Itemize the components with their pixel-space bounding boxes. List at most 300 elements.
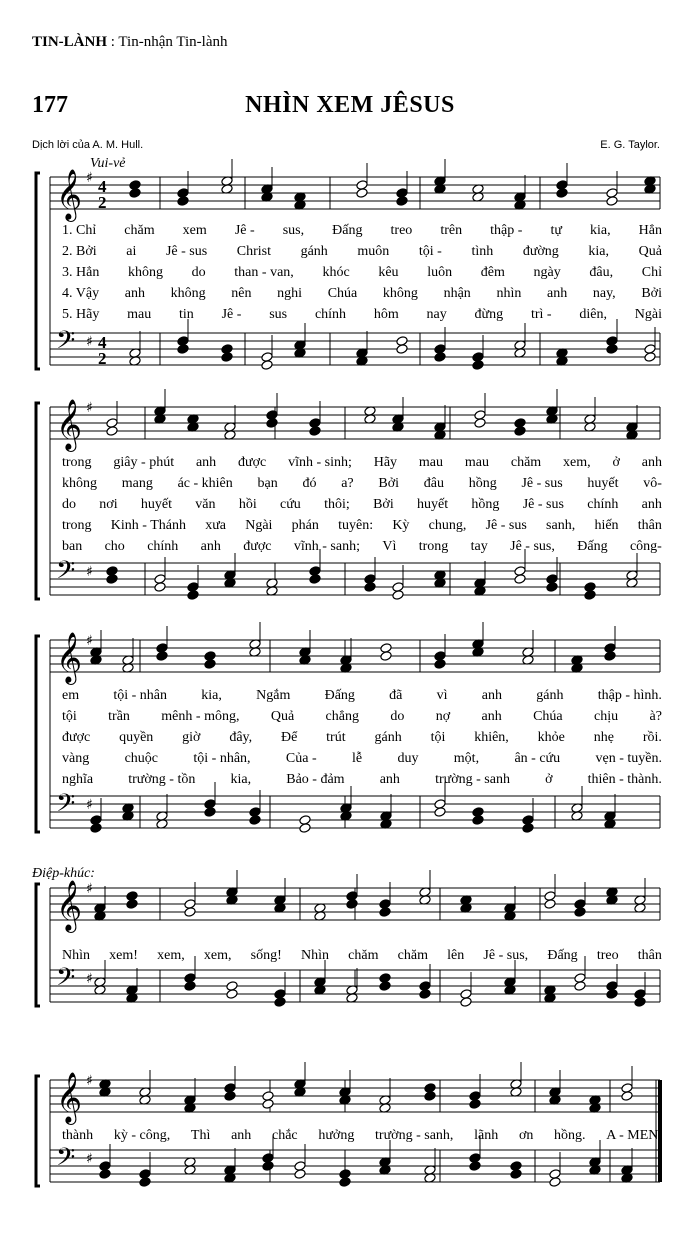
lyric-syllable: luôn — [427, 265, 453, 280]
lyric-syllable: trút — [326, 730, 346, 745]
notehead — [606, 344, 618, 355]
verse-4-line-1 — [62, 286, 662, 302]
lyric-syllable: à? — [649, 709, 662, 724]
notehead — [262, 1099, 274, 1110]
notehead — [644, 352, 656, 363]
note-group — [90, 782, 616, 833]
notehead — [469, 1161, 481, 1172]
notehead — [514, 426, 526, 437]
note-group — [106, 549, 638, 600]
lyric-syllable: giây - phút — [113, 455, 175, 470]
lyric-syllable: xem — [182, 223, 207, 238]
notehead — [606, 196, 618, 207]
lyric-syllable: sus, — [282, 223, 305, 238]
lyric-syllable: A - MEN. — [606, 1128, 662, 1143]
lyric-syllable: vì — [436, 688, 448, 703]
notehead — [396, 344, 408, 355]
bass-clef: 𝄢 — [56, 326, 76, 361]
lyric-syllable: thân — [637, 948, 662, 963]
composer-credit: E. G. Taylor. — [600, 139, 660, 151]
lyric-syllable: đường — [522, 244, 559, 259]
notehead — [379, 981, 391, 992]
notehead — [522, 823, 534, 834]
treble-clef: 𝄞 — [56, 1072, 83, 1123]
lyric-syllable: trường - sanh, — [375, 1128, 454, 1143]
lyric-syllable: không — [170, 286, 206, 301]
notehead — [177, 344, 189, 355]
lyric-syllable: hồng. — [554, 1128, 586, 1143]
lyric-syllable: mênh - mông, — [161, 709, 240, 724]
system-bracket — [36, 1076, 40, 1186]
page-header: TIN-LÀNH : Tin-nhận Tin-lành — [32, 34, 228, 50]
lyric-syllable: Hãy — [373, 455, 398, 470]
lyric-syllable: đâu — [423, 476, 444, 491]
lyric-syllable: trong — [418, 539, 449, 554]
lyric-syllable: Jê - sus — [165, 244, 208, 259]
time-signature-bottom: 2 — [98, 193, 107, 212]
lyric-syllable: văn — [195, 497, 216, 512]
notehead — [380, 651, 392, 662]
notehead — [469, 1099, 481, 1110]
lyric-syllable: em — [62, 688, 80, 703]
verse-2-line-2 — [62, 476, 662, 492]
lyric-syllable: Đấng — [324, 688, 355, 703]
notehead — [99, 1169, 111, 1180]
notehead — [156, 651, 168, 662]
lyric-syllable: do — [191, 265, 206, 280]
verse-5-line-3 — [62, 772, 662, 788]
lyric-syllable: anh — [641, 455, 662, 470]
lyric-syllable: trường - sanh — [435, 772, 510, 787]
lyric-syllable: Jê - — [234, 223, 255, 238]
lyric-syllable: anh — [641, 497, 662, 512]
lyric-syllable: Kinh - Thánh — [110, 518, 186, 533]
lyric-syllable: nay — [426, 307, 447, 322]
lyric-syllable: anh — [195, 455, 217, 470]
lyric-syllable: chăm — [397, 948, 428, 963]
lyric-syllable: tình — [471, 244, 494, 259]
treble-clef: 𝄞 — [56, 880, 83, 931]
lyric-syllable: cứu — [280, 497, 301, 512]
lyric-syllable: tuyên: — [338, 518, 374, 533]
verse-1-line-2 — [62, 455, 662, 471]
notehead — [396, 196, 408, 207]
hymn-title: NHÌN XEM JÊSUS — [245, 92, 455, 118]
lyric-syllable: chính — [147, 539, 179, 554]
lyric-syllable: muôn — [357, 244, 390, 259]
lyric-syllable: hồng — [471, 497, 500, 512]
lyric-syllable: Christ — [236, 244, 271, 259]
lyric-syllable: a? — [341, 476, 354, 491]
lyric-syllable: Quả — [270, 709, 295, 724]
lyric-syllable: Jê - sus — [521, 476, 563, 491]
lyric-syllable: xem, — [563, 455, 591, 470]
lyric-syllable: hồi — [238, 497, 257, 512]
lyric-syllable: tội - nhân — [113, 688, 168, 703]
lyric-syllable: diên, — [579, 307, 607, 322]
lyric-syllable: thành — [62, 1128, 94, 1143]
notehead — [392, 590, 404, 601]
lyric-syllable: vĩnh - sanh; — [293, 539, 360, 554]
lyric-syllable: chăm — [510, 455, 542, 470]
lyric-syllable: lên — [447, 948, 465, 963]
lyric-syllable: nhẹ — [593, 730, 614, 745]
lyric-syllable: tội - nhân, — [193, 751, 251, 766]
lyric-syllable: kia, — [201, 688, 222, 703]
notehead — [299, 823, 311, 834]
notehead — [249, 815, 261, 826]
lyric-syllable: 3. Hẳn — [62, 265, 100, 280]
lyric-syllable: Của - — [285, 751, 317, 766]
notehead — [606, 989, 618, 1000]
lyric-syllable: anh — [481, 709, 502, 724]
lyric-syllable: đây, — [229, 730, 253, 745]
notehead — [339, 1177, 351, 1188]
lyric-syllable: ân - cứu — [514, 751, 561, 766]
verse-4-line-3 — [62, 751, 662, 767]
lyric-syllable: kia, — [230, 772, 252, 787]
lyric-syllable: chắc — [271, 1128, 298, 1143]
notehead — [556, 188, 568, 199]
notehead — [356, 188, 368, 199]
notehead — [154, 582, 166, 593]
lyric-syllable: lãnh — [474, 1128, 499, 1143]
sharp-key-signature: ♯ — [86, 564, 93, 580]
notehead — [379, 907, 391, 918]
notehead — [262, 1161, 274, 1172]
bass-clef: 𝄢 — [56, 556, 76, 591]
system-bracket — [36, 173, 40, 369]
verse-3-line-2 — [62, 497, 662, 513]
lyric-syllable: Jê - — [221, 307, 242, 322]
staff-bass — [50, 326, 660, 368]
lyric-syllable: khiên, — [474, 730, 509, 745]
verse-5-line-1 — [62, 307, 662, 323]
notehead — [621, 1091, 633, 1102]
lyric-syllable: chẳng — [325, 709, 359, 724]
lyric-syllable: ngày — [533, 265, 561, 280]
lyric-syllable: bạn — [257, 476, 278, 491]
notehead — [460, 997, 472, 1008]
lyric-syllable: xem, — [157, 948, 185, 963]
time-signature-bottom: 2 — [98, 349, 107, 368]
lyric-syllable: nhận — [443, 286, 471, 301]
notehead — [346, 899, 358, 910]
staff-treble — [50, 632, 660, 685]
notehead — [261, 360, 273, 371]
lyric-syllable: nơi — [99, 497, 118, 512]
lyric-syllable: hưởng — [318, 1128, 355, 1143]
lyric-syllable: hiến — [594, 518, 619, 533]
lyric-syllable: huyết — [417, 497, 449, 512]
lyric-syllable: đâu, — [589, 265, 614, 280]
lyric-syllable: được — [62, 730, 91, 745]
lyric-syllable: kia, — [588, 244, 610, 259]
lyric-syllable: lễ — [351, 751, 363, 766]
system-bracket — [36, 884, 40, 1006]
lyric-syllable: Jê - sus — [485, 518, 527, 533]
lyric-syllable: vô- — [643, 476, 662, 491]
notehead — [604, 651, 616, 662]
lyric-syllable: Bởi — [641, 286, 662, 301]
notehead — [204, 659, 216, 670]
lyric-syllable: Nhìn — [62, 948, 90, 963]
lyric-syllable: mau — [418, 455, 444, 470]
lyric-syllable: Jê - sus, — [510, 539, 555, 554]
notehead — [549, 1177, 561, 1188]
lyric-syllable: giờ — [182, 730, 201, 745]
notehead — [177, 196, 189, 207]
notehead — [106, 574, 118, 585]
notehead — [574, 907, 586, 918]
lyric-syllable: nhìn — [496, 286, 522, 301]
lyric-syllable: Đấng — [577, 539, 608, 554]
lyric-syllable: 2. Bởi — [62, 244, 97, 259]
lyric-syllable: thiên - thành. — [587, 772, 662, 787]
verse-2-line-3 — [62, 709, 662, 725]
lyric-syllable: một, — [453, 751, 480, 766]
lyric-syllable: xưa — [205, 518, 226, 533]
notehead — [434, 807, 446, 818]
treble-clef: 𝄞 — [56, 399, 83, 450]
verse-2-line-1 — [62, 244, 662, 260]
treble-clef: 𝄞 — [56, 632, 83, 683]
lyric-syllable: tự — [550, 223, 562, 238]
lyric-syllable: anh — [546, 286, 568, 301]
note-group — [129, 319, 656, 370]
lyric-syllable: chung, — [428, 518, 467, 533]
sharp-key-signature: ♯ — [86, 170, 93, 186]
notehead — [364, 582, 376, 593]
bass-clef: 𝄢 — [56, 1143, 76, 1178]
time-signature-top: 4 — [98, 177, 107, 196]
lyric-syllable: Thì — [190, 1128, 211, 1143]
lyric-syllable: ở — [545, 772, 553, 787]
lyric-syllable: Để — [280, 730, 298, 745]
lyric-syllable: nghĩa — [62, 772, 94, 787]
notehead — [419, 989, 431, 1000]
lyric-syllable: Chỉ — [641, 265, 662, 280]
lyric-syllable: anh — [379, 772, 400, 787]
notehead — [510, 1169, 522, 1180]
lyric-syllable: Ngài — [245, 518, 273, 533]
sharp-key-signature: ♯ — [86, 971, 93, 987]
lyric-syllable: mau — [127, 307, 152, 322]
lyric-syllable: tội — [430, 730, 446, 745]
lyric-syllable: Bảo - đảm — [286, 772, 345, 787]
lyric-syllable: hồng — [468, 476, 497, 491]
lyric-syllable: Bởi — [373, 497, 394, 512]
lyric-syllable: thôi; — [324, 497, 350, 512]
lyric-syllable: vĩnh - sinh; — [288, 455, 352, 470]
notehead — [106, 426, 118, 437]
lyric-syllable: không — [62, 476, 97, 491]
lyric-syllable: đêm — [480, 265, 505, 280]
notehead — [126, 899, 138, 910]
lyric-syllable: trì - — [530, 307, 552, 322]
lyric-syllable: tin — [179, 307, 194, 322]
tempo-marking: Vui-vẻ — [90, 156, 126, 171]
lyric-syllable: kêu — [378, 265, 399, 280]
verse-5-line-2 — [62, 539, 662, 555]
translator-credit: Dịch lời của A. M. Hull. — [32, 139, 144, 151]
lyric-syllable: Vì — [382, 539, 397, 554]
notehead — [226, 989, 238, 1000]
lyric-syllable: sanh, — [546, 518, 576, 533]
verse-3-line-1 — [62, 265, 662, 281]
lyric-syllable: Quả — [638, 244, 662, 259]
lyric-syllable: chăm — [124, 223, 155, 238]
staff-treble — [50, 399, 660, 452]
lyric-syllable: Bởi — [378, 476, 400, 491]
bass-clef: 𝄢 — [56, 963, 76, 998]
lyric-syllable: trường - tồn — [128, 772, 196, 787]
lyric-syllable: Jê - sus, — [483, 948, 529, 963]
lyric-syllable: Jê - sus — [522, 497, 564, 512]
staff-treble — [50, 169, 660, 222]
lyric-syllable: vẹn - tuyền. — [595, 751, 662, 766]
lyric-syllable: chăm — [348, 948, 379, 963]
lyric-syllable: nay, — [592, 286, 616, 301]
lyric-syllable: anh — [231, 1128, 252, 1143]
notehead — [546, 582, 558, 593]
hymn-number: 177 — [32, 92, 68, 118]
verse-1-line-1 — [62, 223, 662, 239]
notehead — [224, 1091, 236, 1102]
sharp-key-signature: ♯ — [86, 400, 93, 416]
header-subcategory: Tin-nhận Tin-lành — [118, 34, 228, 50]
notehead — [90, 823, 102, 834]
notehead — [204, 807, 216, 818]
lyric-syllable: đừng — [474, 307, 504, 322]
notehead — [434, 659, 446, 670]
lyric-syllable: được — [238, 455, 267, 470]
lyric-syllable: do — [62, 497, 76, 512]
notehead — [266, 418, 278, 429]
lyric-syllable: rồi. — [642, 730, 662, 745]
lyric-syllable: đã — [389, 688, 403, 703]
notehead — [514, 574, 526, 585]
lyric-syllable: 5. Hãy — [62, 307, 100, 322]
lyric-syllable: 1. Chỉ — [62, 223, 97, 238]
lyric-syllable: trên — [440, 223, 463, 238]
lyric-syllable: vàng — [62, 751, 90, 766]
lyric-syllable: ai — [126, 244, 137, 259]
system-bracket — [36, 636, 40, 832]
lyric-syllable: Ngài — [634, 307, 662, 322]
lyric-syllable: Chúa — [533, 709, 563, 724]
lyric-syllable: than - van, — [234, 265, 294, 280]
notehead — [184, 907, 196, 918]
lyric-syllable: tội — [62, 709, 77, 724]
lyric-syllable: Ngắm — [256, 688, 291, 703]
notehead — [584, 590, 596, 601]
lyric-syllable: xem, — [203, 948, 232, 963]
lyric-syllable: tội - — [418, 244, 442, 259]
lyric-syllable: Nhìn — [300, 948, 329, 963]
verse-1-line-3 — [62, 688, 662, 704]
header-category: TIN-LÀNH — [32, 34, 108, 50]
lyric-syllable: được — [243, 539, 272, 554]
lyric-syllable: huyết — [587, 476, 619, 491]
lyric-syllable: nợ — [435, 709, 451, 724]
sharp-key-signature: ♯ — [86, 334, 93, 350]
notehead — [139, 1177, 151, 1188]
staff-bass — [50, 556, 660, 595]
sharp-key-signature: ♯ — [86, 1073, 93, 1089]
notehead — [434, 352, 446, 363]
lyric-syllable: đó — [302, 476, 317, 491]
lyric-syllable: ở — [612, 455, 620, 470]
lyric-syllable: mau — [464, 455, 489, 470]
treble-clef: 𝄞 — [56, 169, 83, 220]
lyric-syllable: nghi — [277, 286, 303, 301]
lyric-syllable: thập - hình. — [597, 688, 662, 703]
lyric-syllable: treo — [390, 223, 413, 238]
notehead — [424, 1091, 436, 1102]
lyric-syllable: do — [390, 709, 405, 724]
lyric-syllable: Hẳn — [638, 223, 662, 238]
notehead — [129, 188, 141, 199]
notehead — [184, 981, 196, 992]
time-signature-top: 4 — [98, 333, 107, 352]
lyric-syllable: Kỳ — [392, 518, 410, 533]
lyric-syllable: chịu — [594, 709, 619, 724]
notehead — [187, 590, 199, 601]
lyric-syllable: anh — [124, 286, 145, 301]
lyric-syllable: treo — [596, 948, 619, 963]
lyric-syllable: nên — [231, 286, 252, 301]
lyric-syllable: trong — [62, 518, 92, 533]
notehead — [472, 360, 484, 371]
notehead — [309, 426, 321, 437]
lyric-syllable: công- — [629, 539, 662, 554]
staff-bass — [50, 789, 660, 828]
lyric-syllable: gánh — [374, 730, 402, 745]
lyric-syllable: gánh — [300, 244, 328, 259]
notehead — [472, 815, 484, 826]
lyric-syllable: tay — [470, 539, 488, 554]
lyric-syllable: Đấng — [547, 948, 578, 963]
lyric-syllable: cho — [104, 539, 125, 554]
lyric-syllable: kỳ - công, — [113, 1128, 171, 1143]
notehead — [309, 574, 321, 585]
lyric-syllable: sống! — [250, 948, 282, 963]
lyric-syllable: không — [382, 286, 418, 301]
lyric-syllable: khỏe — [537, 730, 565, 745]
lyric-syllable: gánh — [536, 688, 564, 703]
notehead — [294, 1169, 306, 1180]
lyric-syllable: hôm — [373, 307, 399, 322]
lyric-syllable: ác - khiên — [177, 476, 233, 491]
verse-3-line-3 — [62, 730, 662, 746]
verse-4-line-2 — [62, 518, 662, 534]
system-bracket — [36, 403, 40, 599]
sharp-key-signature: ♯ — [86, 1151, 93, 1167]
lyric-syllable: trong — [62, 455, 92, 470]
lyric-syllable: 4. Vậy — [62, 286, 100, 301]
lyric-syllable: quyền — [119, 730, 154, 745]
music-system-5 — [0, 1068, 700, 1228]
sharp-key-signature: ♯ — [86, 797, 93, 813]
notehead — [634, 997, 646, 1008]
lyric-syllable: kia, — [589, 223, 611, 238]
lyric-syllable: Chúa — [327, 286, 358, 301]
lyric-syllable: huyết — [140, 497, 172, 512]
lyric-syllable: phán — [291, 518, 319, 533]
lyric-syllable: thập - — [490, 223, 523, 238]
notehead — [474, 418, 486, 429]
